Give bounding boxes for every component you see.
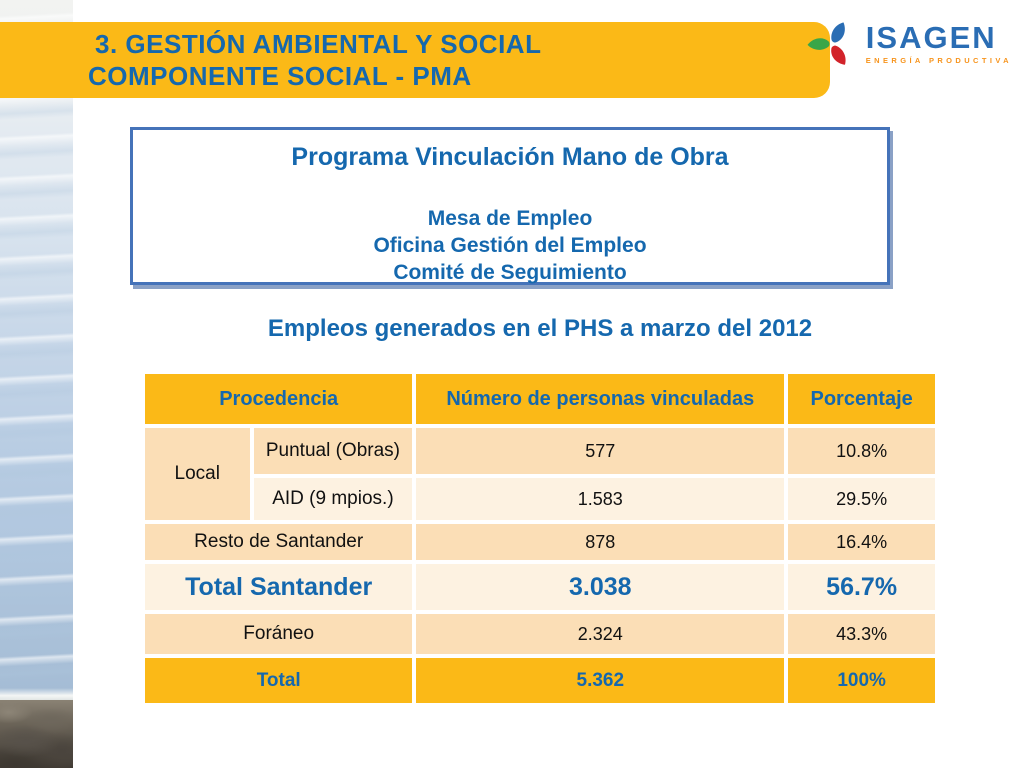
table-row-resto-santander bbox=[145, 524, 935, 560]
cell-label-foraneo: Foráneo bbox=[145, 614, 412, 654]
cell-value-resto: 878 bbox=[416, 524, 784, 560]
cell-value-total-santander: 3.038 bbox=[416, 564, 784, 610]
cell-value-foraneo: 2.324 bbox=[416, 614, 784, 654]
isagen-logo bbox=[804, 16, 1012, 72]
program-box-title: Programa Vinculación Mano de Obra bbox=[291, 143, 729, 171]
cell-value-total: 5.362 bbox=[416, 658, 784, 703]
cell-pct-total-santander: 56.7% bbox=[788, 564, 935, 610]
cell-pct-total: 100% bbox=[788, 658, 935, 703]
cell-pct-puntual: 10.8% bbox=[788, 428, 935, 474]
table-header-row bbox=[145, 374, 935, 424]
slide-title-line1: 3. GESTIÓN AMBIENTAL Y SOCIAL bbox=[95, 29, 542, 59]
table-row-aid bbox=[145, 478, 935, 520]
table-row-total-santander bbox=[145, 564, 935, 610]
isagen-wordmark: ISAGEN bbox=[865, 20, 997, 55]
table-row-total bbox=[145, 658, 935, 703]
isagen-tagline: ENERGÍA PRODUCTIVA bbox=[865, 56, 1012, 65]
employment-table bbox=[141, 370, 939, 707]
section-heading: Empleos generados en el PHS a marzo del 2012 bbox=[267, 315, 813, 342]
cell-pct-foraneo: 43.3% bbox=[788, 614, 935, 654]
cell-label-total: Total bbox=[145, 658, 412, 703]
cell-label-total-santander: Total Santander bbox=[145, 564, 412, 610]
water-shore-photo bbox=[0, 0, 73, 768]
slide-title-line2: COMPONENTE SOCIAL - PMA bbox=[88, 61, 472, 91]
water-ripples bbox=[0, 0, 73, 768]
cell-label-resto: Resto de Santander bbox=[145, 524, 412, 560]
isagen-pinwheel-icon bbox=[804, 16, 860, 72]
header-procedencia: Procedencia bbox=[145, 374, 412, 424]
cell-label-aid: AID (9 mpios.) bbox=[254, 478, 413, 520]
header-numero-personas: Número de personas vinculadas bbox=[416, 374, 784, 424]
table-row-foraneo bbox=[145, 614, 935, 654]
cell-label-puntual: Puntual (Obras) bbox=[254, 428, 413, 474]
program-box bbox=[130, 127, 890, 285]
cell-group-local: Local bbox=[145, 428, 250, 520]
cell-value-puntual: 577 bbox=[416, 428, 784, 474]
header-porcentaje: Porcentaje bbox=[788, 374, 935, 424]
program-box-line-mesa: Mesa de Empleo bbox=[427, 207, 593, 230]
cell-pct-resto: 16.4% bbox=[788, 524, 935, 560]
shore-rocks bbox=[0, 700, 73, 768]
cell-value-aid: 1.583 bbox=[416, 478, 784, 520]
program-box-line-oficina: Oficina Gestión del Empleo bbox=[373, 234, 647, 257]
cell-pct-aid: 29.5% bbox=[788, 478, 935, 520]
slide-title-bar bbox=[0, 22, 830, 98]
table-row-puntual bbox=[145, 428, 935, 474]
program-box-line-comite: Comité de Seguimiento bbox=[393, 261, 627, 284]
